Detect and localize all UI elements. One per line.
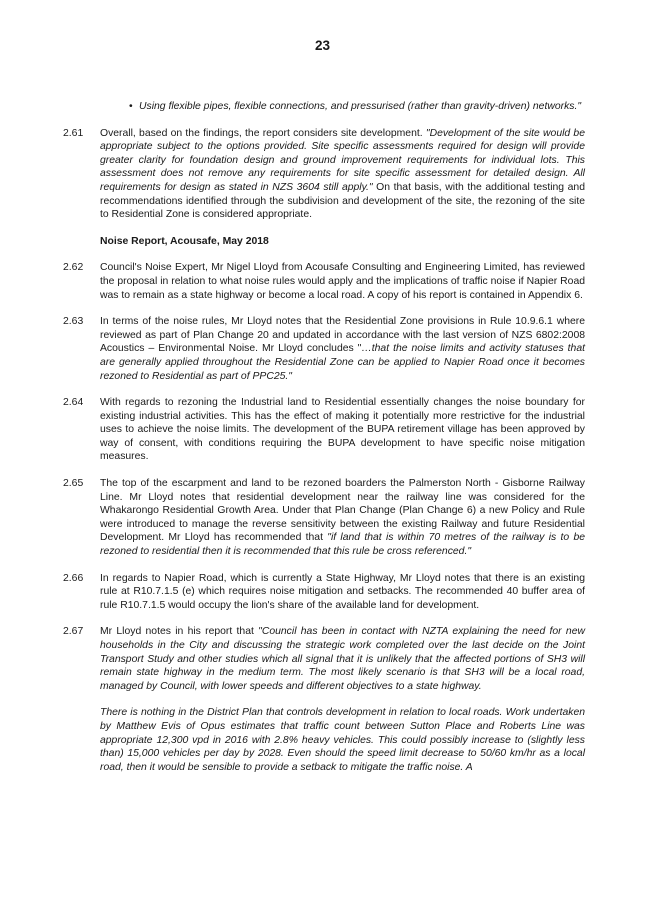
paragraph-2-64	[63, 396, 585, 464]
paragraph-text	[100, 315, 585, 383]
quote-run: "if land that is within 70 metres of the railway is to be rezoned to residential then it is recommended that this rule be cross referenced."	[100, 532, 586, 558]
paragraph-text	[100, 625, 585, 693]
paragraph-text: With regards to rezoning the Industrial land to Residential essentially changes the noise boundary for existing industrial activities. This has the effect of making it potentially more restrictive for the industrial uses to achieve the noise limits. The development of the BUPA retirement village has been approved by way of consent, with conditions requiring the BUPA development to have specific noise mitigation measures.	[100, 397, 585, 463]
paragraph-2-63	[63, 315, 585, 383]
paragraph-2-62	[63, 261, 585, 302]
paragraph-number: 2.65	[63, 478, 84, 490]
paragraph-2-61	[63, 127, 585, 222]
quote-run: …that the noise limits and activity statuses that are generally applied throughout the Residential Zone can be applied to Napier Road once it becomes rezoned to Residential as part of PPC25."	[100, 343, 585, 382]
quote-run: "Development of the site would be appropriate subject to the options provided. Site specific assessments required for design will provide greater clarity for foundation design and ground improvement requirements for individual lots. This assessment does not remove any requirements for site specific assessment for detailed design. All requirements for design as stated in NZS 3604 still apply."	[100, 127, 585, 193]
text-run: The top of the escarpment and land to be rezoned boarders the Palmerston North - Gisborne Railway Line. Mr Lloyd notes that residential development near the railway line was considered for the Whakarongo Residential Growth Area. Under that Plan Change (Plan Change 6) a new Policy and Rule were introduced to manage the reverse sensitivity between the existing Railway and future Residential Development. Mr Lloyd has recommended that	[100, 478, 585, 544]
text-run: In terms of the noise rules, Mr Lloyd notes that the Residential Zone provisions in Rule 10.9.6.1 where reviewed as part of Plan Change 20 and updated in accordance with the last version of NZS 6802:2008 Acoustics – Environmental Noise. Mr Lloyd concludes "	[100, 316, 585, 355]
paragraph-number: 2.64	[63, 397, 84, 409]
paragraph-number: 2.63	[63, 316, 84, 328]
text-run: Overall, based on the findings, the report considers site development.	[100, 127, 426, 139]
text-run: On that basis, with the additional testing and recommendations identified through the subdivision and development of the site, the rezoning of the site to Residential Zone is considered appropriate.	[100, 181, 585, 221]
paragraph-text: Council's Noise Expert, Mr Nigel Lloyd from Acousafe Consulting and Engineering Limited, has reviewed the proposal in relation to what noise rules would apply and the implications of traffic noise if Napier Road was to remain as a state highway or become a local road. A copy of his report is contained in Appendix 6.	[100, 262, 585, 301]
section-heading: Noise Report, Acousafe, May 2018	[100, 235, 269, 247]
paragraph-2-67-continuation: There is nothing in the District Plan that controls development in relation to local roads. Work undertaken by Matthew Evis of Opus estimates that traffic count between Sutton Place and Roberts Line was appropriate 12,300 vpd in 2016 with 2.8% heavy vehicles. This could possibly increase to (slightly less than) 15,000 vehicles per day by 2028. Even should the speed limit decrease to 50/60 km/hr as a local road, then it would be sensible to provide a setback to mitigate the traffic noise. A	[100, 707, 585, 773]
paragraph-number: 2.66	[63, 572, 84, 584]
paragraph-2-67	[63, 625, 585, 693]
paragraph-2-66	[63, 572, 585, 613]
document-body	[63, 100, 585, 774]
paragraph-text	[100, 127, 585, 222]
bullet-icon: •	[129, 101, 133, 112]
text-run: Mr Lloyd notes in his report that	[100, 626, 259, 638]
paragraph-number: 2.61	[63, 127, 84, 139]
quote-run: "Council has been in contact with NZTA explaining the need for new households in the City and discussing the strategic work completed over the last decide on the Joint Transport Study and other studies which all signal that it is unlikely that the affected portions of SH3 will remain state highway in the medium term. The most likely scenario is that SH3 will be a local road, managed by Council, with lower speeds and different objectives to a state highway.	[100, 626, 585, 692]
paragraph-number: 2.62	[63, 262, 84, 274]
paragraph-number: 2.67	[63, 626, 84, 638]
paragraph-2-65	[63, 477, 585, 559]
page-number: 23	[314, 38, 331, 53]
paragraph-text: In regards to Napier Road, which is currently a State Highway, Mr Lloyd notes that there is an existing rule at R10.7.1.5 (e) which requires noise mitigation and setbacks. The recommended 40 buffer area of rule R10.7.1.5 would occupy the lion's share of the available land for development.	[100, 572, 585, 611]
bullet-text: Using flexible pipes, flexible connections, and pressurised (rather than gravity-driven) networks."	[139, 101, 582, 112]
bullet-item	[129, 100, 585, 114]
paragraph-text	[100, 477, 585, 559]
